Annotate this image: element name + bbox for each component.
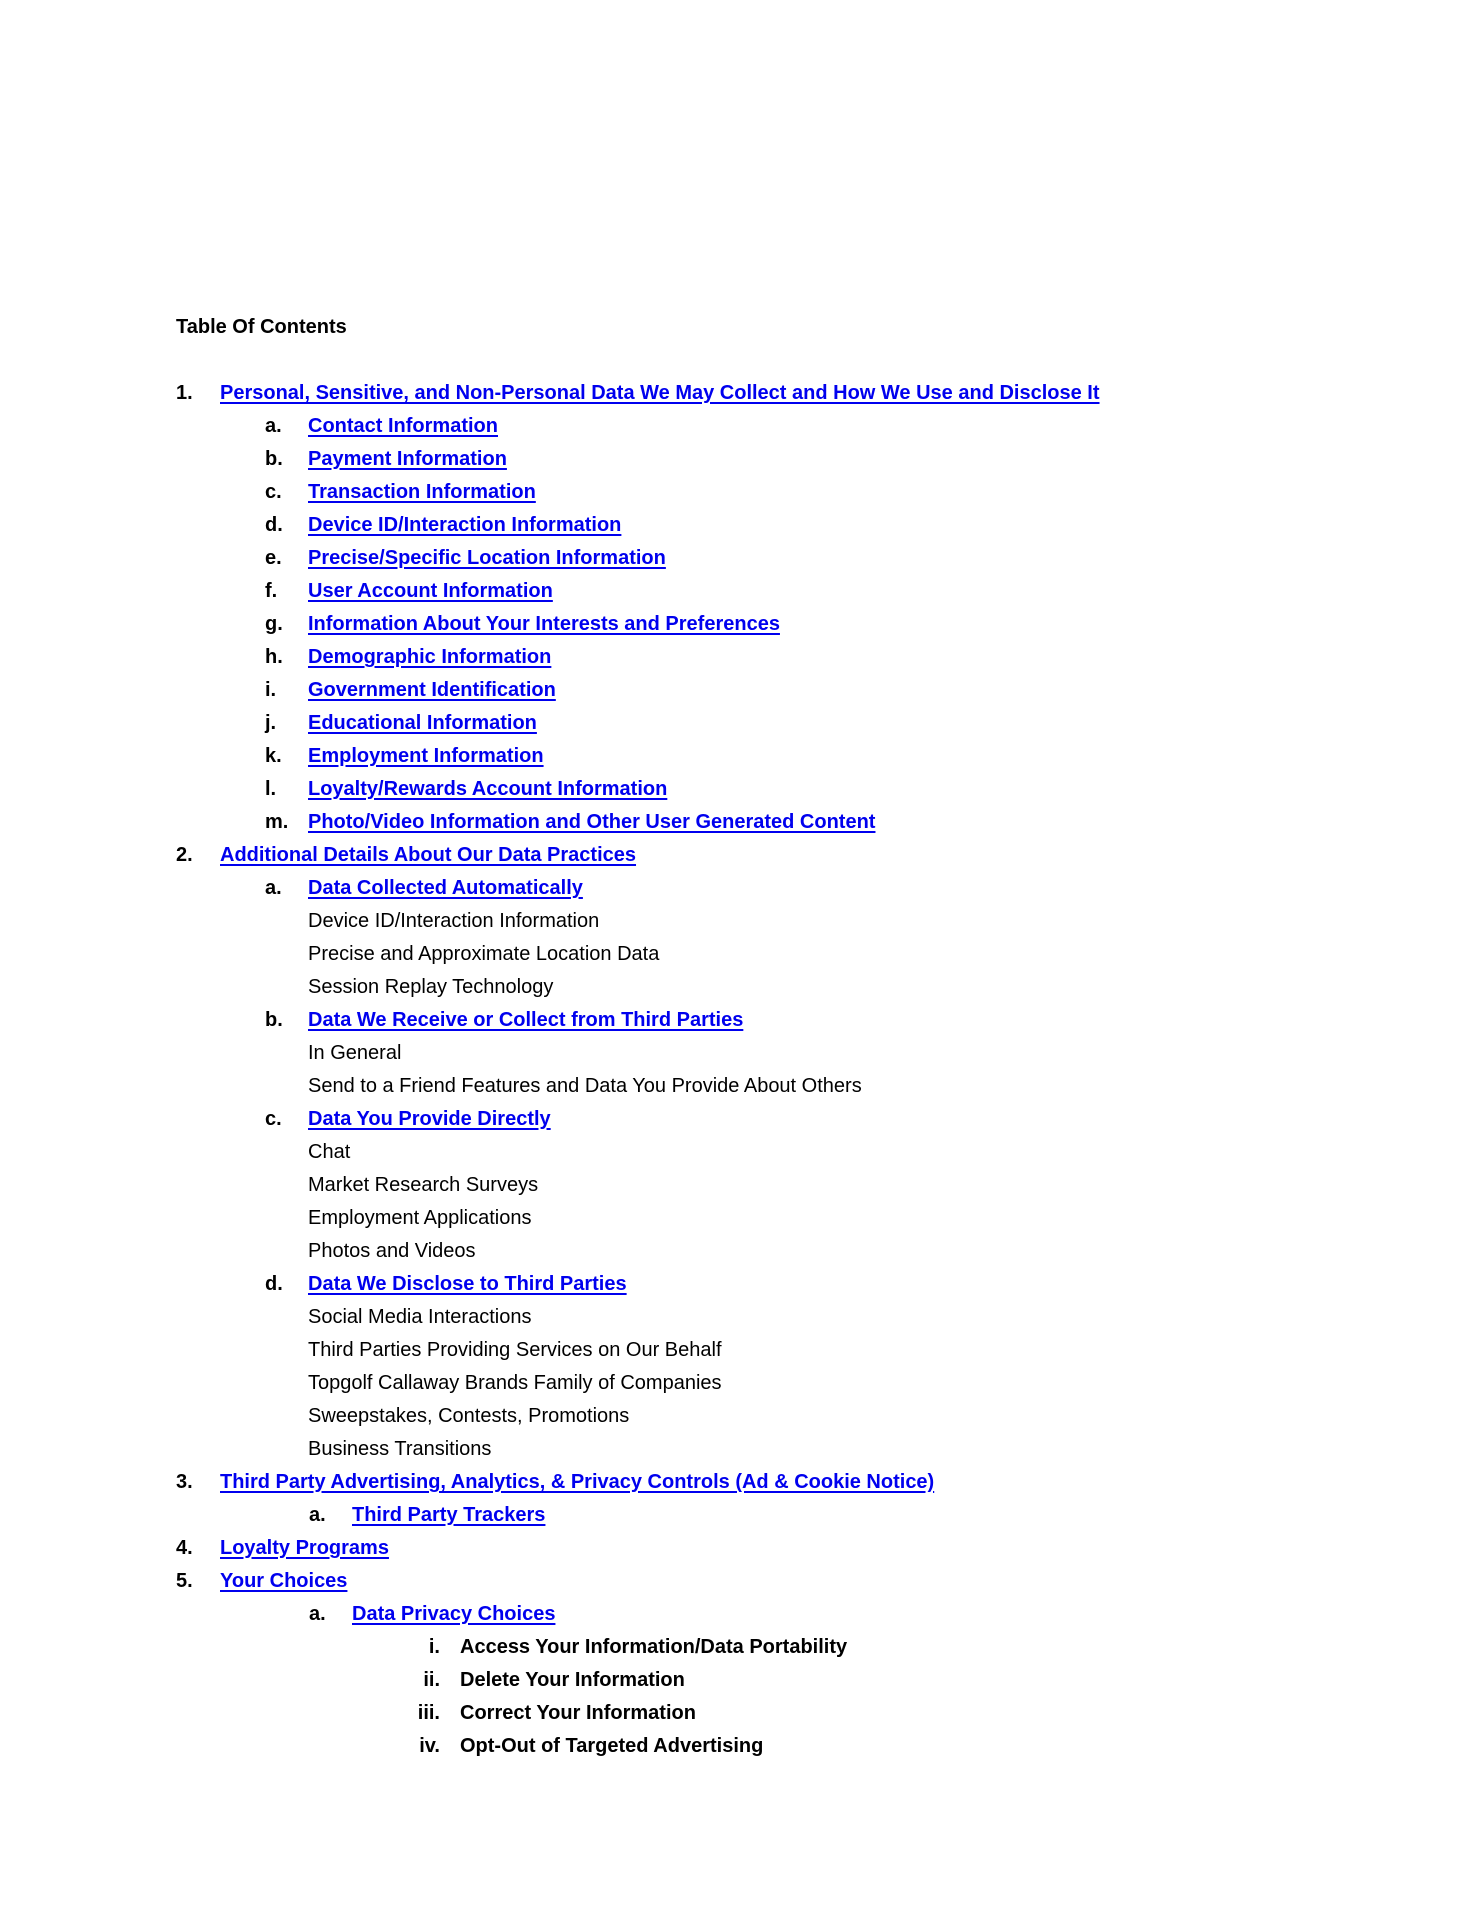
toc-item-level-4 <box>176 1697 1426 1730</box>
toc-item-level-3 <box>176 1499 1426 1532</box>
toc-link[interactable]: Photo/Video Information and Other User Generated Content <box>308 811 876 833</box>
toc-subtopic <box>176 1301 1426 1334</box>
toc-item-level-2 <box>176 674 1426 707</box>
toc-link[interactable]: Government Identification <box>308 679 556 701</box>
toc-link[interactable]: Information About Your Interests and Preferences <box>308 613 780 635</box>
toc-item-level-1 <box>176 377 1426 410</box>
toc-item-level-2 <box>176 509 1426 542</box>
toc-link[interactable]: Transaction Information <box>308 481 536 503</box>
toc-text: In General <box>308 1042 402 1064</box>
toc-link[interactable]: Additional Details About Our Data Practices <box>220 844 637 866</box>
toc-link[interactable]: Employment Information <box>308 745 544 767</box>
toc-item-number: l. <box>265 778 277 800</box>
toc-item-number: a. <box>265 415 282 437</box>
toc-item-level-2 <box>176 707 1426 740</box>
toc-text: Social Media Interactions <box>308 1306 532 1328</box>
toc-subtopic <box>176 1202 1426 1235</box>
toc-item-number: i. <box>428 1636 440 1658</box>
toc-subtopic <box>176 1235 1426 1268</box>
toc-text: Market Research Surveys <box>308 1174 539 1196</box>
toc-link[interactable]: Precise/Specific Location Information <box>308 547 666 569</box>
toc-title: Table Of Contents <box>176 316 347 338</box>
toc-item-level-2 <box>176 806 1426 839</box>
toc-item-level-4 <box>176 1631 1426 1664</box>
toc-item-number: a. <box>309 1504 326 1526</box>
toc-item-level-2 <box>176 773 1426 806</box>
toc-text: Photos and Videos <box>308 1240 476 1262</box>
toc-item-level-2 <box>176 476 1426 509</box>
table-of-contents <box>176 311 1426 1763</box>
toc-link[interactable]: Payment Information <box>308 448 507 470</box>
toc-item-level-2 <box>176 1103 1426 1136</box>
toc-item-number: c. <box>265 481 282 503</box>
toc-link[interactable]: Contact Information <box>308 415 498 437</box>
toc-item-number: m. <box>265 811 289 833</box>
toc-item-number: c. <box>265 1108 282 1130</box>
toc-item-number: iii. <box>417 1702 440 1724</box>
toc-subtopic <box>176 1334 1426 1367</box>
toc-text: Send to a Friend Features and Data You Provide About Others <box>308 1075 862 1097</box>
toc-subtopic <box>176 1433 1426 1466</box>
toc-item-level-4 <box>176 1730 1426 1763</box>
toc-text: Session Replay Technology <box>308 976 554 998</box>
toc-item-number: h. <box>265 646 283 668</box>
toc-item-number: e. <box>265 547 282 569</box>
toc-item-level-2 <box>176 410 1426 443</box>
toc-link[interactable]: Demographic Information <box>308 646 552 668</box>
toc-link[interactable]: Loyalty Programs <box>220 1537 389 1559</box>
toc-item-level-1 <box>176 1532 1426 1565</box>
toc-item-level-2 <box>176 641 1426 674</box>
toc-item-number: d. <box>265 1273 283 1295</box>
toc-text: Chat <box>308 1141 351 1163</box>
toc-item-number: k. <box>265 745 282 767</box>
toc-item-level-1 <box>176 839 1426 872</box>
toc-item-number: 2. <box>176 844 193 866</box>
toc-subtopic <box>176 971 1426 1004</box>
toc-text: Access Your Information/Data Portability <box>460 1636 848 1658</box>
toc-item-number: 4. <box>176 1537 193 1559</box>
toc-text: Third Parties Providing Services on Our Behalf <box>308 1339 722 1361</box>
toc-item-number: b. <box>265 448 283 470</box>
toc-item-level-2 <box>176 1268 1426 1301</box>
toc-item-number: b. <box>265 1009 283 1031</box>
toc-link[interactable]: Your Choices <box>220 1570 348 1592</box>
toc-link[interactable]: Educational Information <box>308 712 537 734</box>
toc-text: Opt-Out of Targeted Advertising <box>460 1735 764 1757</box>
toc-item-level-1 <box>176 1565 1426 1598</box>
toc-text: Precise and Approximate Location Data <box>308 943 660 965</box>
toc-link[interactable]: Personal, Sensitive, and Non-Personal Data We May Collect and How We Use and Disclose It <box>220 382 1100 404</box>
toc-subtopic <box>176 905 1426 938</box>
toc-link[interactable]: Data Privacy Choices <box>352 1603 556 1625</box>
toc-item-level-4 <box>176 1664 1426 1697</box>
toc-item-number: a. <box>265 877 282 899</box>
toc-text: Employment Applications <box>308 1207 532 1229</box>
toc-item-number: d. <box>265 514 283 536</box>
toc-subtopic <box>176 938 1426 971</box>
toc-text: Sweepstakes, Contests, Promotions <box>308 1405 630 1427</box>
toc-text: Business Transitions <box>308 1438 492 1460</box>
toc-item-level-3 <box>176 1598 1426 1631</box>
toc-item-level-2 <box>176 872 1426 905</box>
toc-text: Correct Your Information <box>460 1702 696 1724</box>
toc-item-number: ii. <box>423 1669 440 1691</box>
toc-link[interactable]: Data You Provide Directly <box>308 1108 551 1130</box>
toc-link[interactable]: User Account Information <box>308 580 553 602</box>
toc-link[interactable]: Third Party Advertising, Analytics, & Privacy Controls (Ad & Cookie Notice) <box>220 1471 935 1493</box>
toc-item-number: iv. <box>419 1735 440 1757</box>
toc-item-number: 3. <box>176 1471 193 1493</box>
toc-item-level-2 <box>176 740 1426 773</box>
toc-item-number: i. <box>265 679 277 701</box>
toc-subtopic <box>176 1367 1426 1400</box>
toc-subtopic <box>176 1037 1426 1070</box>
toc-item-number: g. <box>265 613 283 635</box>
toc-subtopic <box>176 1169 1426 1202</box>
toc-text: Delete Your Information <box>460 1669 685 1691</box>
toc-subtopic <box>176 1070 1426 1103</box>
toc-list <box>176 377 1426 1763</box>
toc-subtopic <box>176 1136 1426 1169</box>
toc-link[interactable]: Device ID/Interaction Information <box>308 514 622 536</box>
toc-link[interactable]: Data We Disclose to Third Parties <box>308 1273 627 1295</box>
toc-link[interactable]: Data We Receive or Collect from Third Parties <box>308 1009 744 1031</box>
toc-text: Topgolf Callaway Brands Family of Companies <box>308 1372 722 1394</box>
toc-item-level-2 <box>176 443 1426 476</box>
toc-link[interactable]: Data Collected Automatically <box>308 877 583 899</box>
toc-item-number: a. <box>309 1603 326 1625</box>
toc-item-level-2 <box>176 575 1426 608</box>
toc-link[interactable]: Third Party Trackers <box>352 1504 546 1526</box>
toc-item-level-2 <box>176 1004 1426 1037</box>
toc-link[interactable]: Loyalty/Rewards Account Information <box>308 778 668 800</box>
toc-item-number: j. <box>265 712 277 734</box>
toc-item-level-2 <box>176 542 1426 575</box>
toc-text: Device ID/Interaction Information <box>308 910 600 932</box>
toc-item-number: 5. <box>176 1570 193 1592</box>
toc-item-level-2 <box>176 608 1426 641</box>
toc-item-level-1 <box>176 1466 1426 1499</box>
toc-item-number: f. <box>265 580 278 602</box>
toc-subtopic <box>176 1400 1426 1433</box>
toc-item-number: 1. <box>176 382 193 404</box>
